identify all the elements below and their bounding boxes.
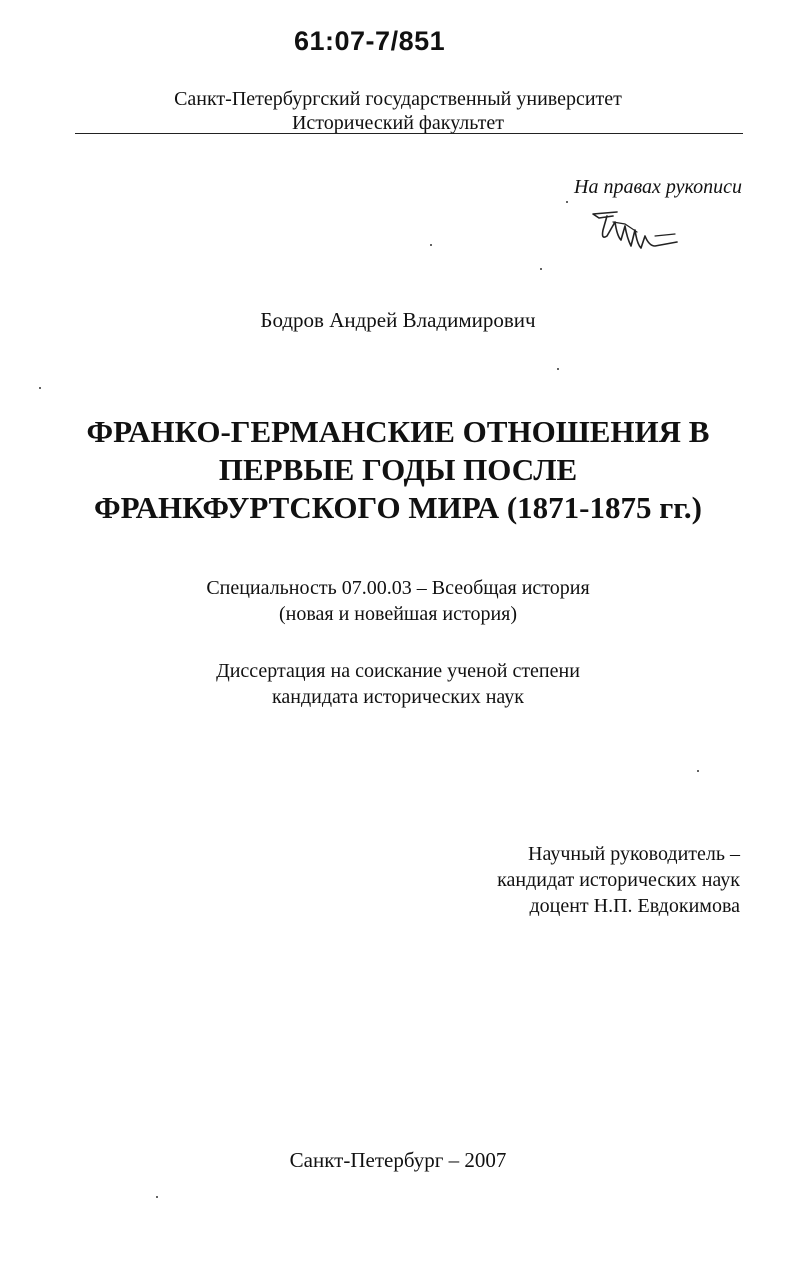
supervisor-line: кандидат исторических наук xyxy=(497,869,740,891)
specialty-line: Специальность 07.00.03 – Всеобщая история xyxy=(206,577,590,599)
dissertation-title xyxy=(0,413,796,527)
supervisor-line: доцент Н.П. Евдокимова xyxy=(529,895,740,917)
specialty-line: (новая и новейшая история) xyxy=(278,603,518,625)
degree-line: кандидата исторических наук xyxy=(271,686,525,708)
title-line: ПЕРВЫЕ ГОДЫ ПОСЛЕ xyxy=(218,452,578,487)
faculty-name: Исторический факультет xyxy=(291,112,505,134)
specialty-block xyxy=(0,575,796,627)
city-year: Санкт-Петербург – 2007 xyxy=(289,1148,507,1172)
catalog-stamp-code: 61:07-7/851 xyxy=(294,26,446,56)
handwritten-signature xyxy=(585,206,685,276)
degree-block xyxy=(0,658,796,710)
degree-line: Диссертация на соискание ученой степени xyxy=(216,660,580,682)
supervisor-line: Научный руководитель – xyxy=(528,843,740,865)
scan-speck xyxy=(540,268,542,270)
author-name: Бодров Андрей Владимирович xyxy=(260,308,536,332)
scan-speck xyxy=(156,1196,158,1198)
scan-speck xyxy=(430,244,432,246)
title-line: ФРАНКФУРТСКОГО МИРА (1871-1875 гг.) xyxy=(94,490,702,525)
manuscript-rights-label: На правах рукописи xyxy=(574,176,742,198)
university-name: Санкт-Петербургский государственный университет xyxy=(174,88,622,110)
institution-block xyxy=(0,87,796,135)
scan-speck xyxy=(566,201,568,203)
scan-speck xyxy=(557,368,559,370)
supervisor-block xyxy=(497,841,740,919)
header-divider xyxy=(75,133,743,134)
title-line: ФРАНКО-ГЕРМАНСКИЕ ОТНОШЕНИЯ В xyxy=(86,414,710,449)
scan-speck xyxy=(39,387,41,389)
scan-speck xyxy=(697,770,699,772)
